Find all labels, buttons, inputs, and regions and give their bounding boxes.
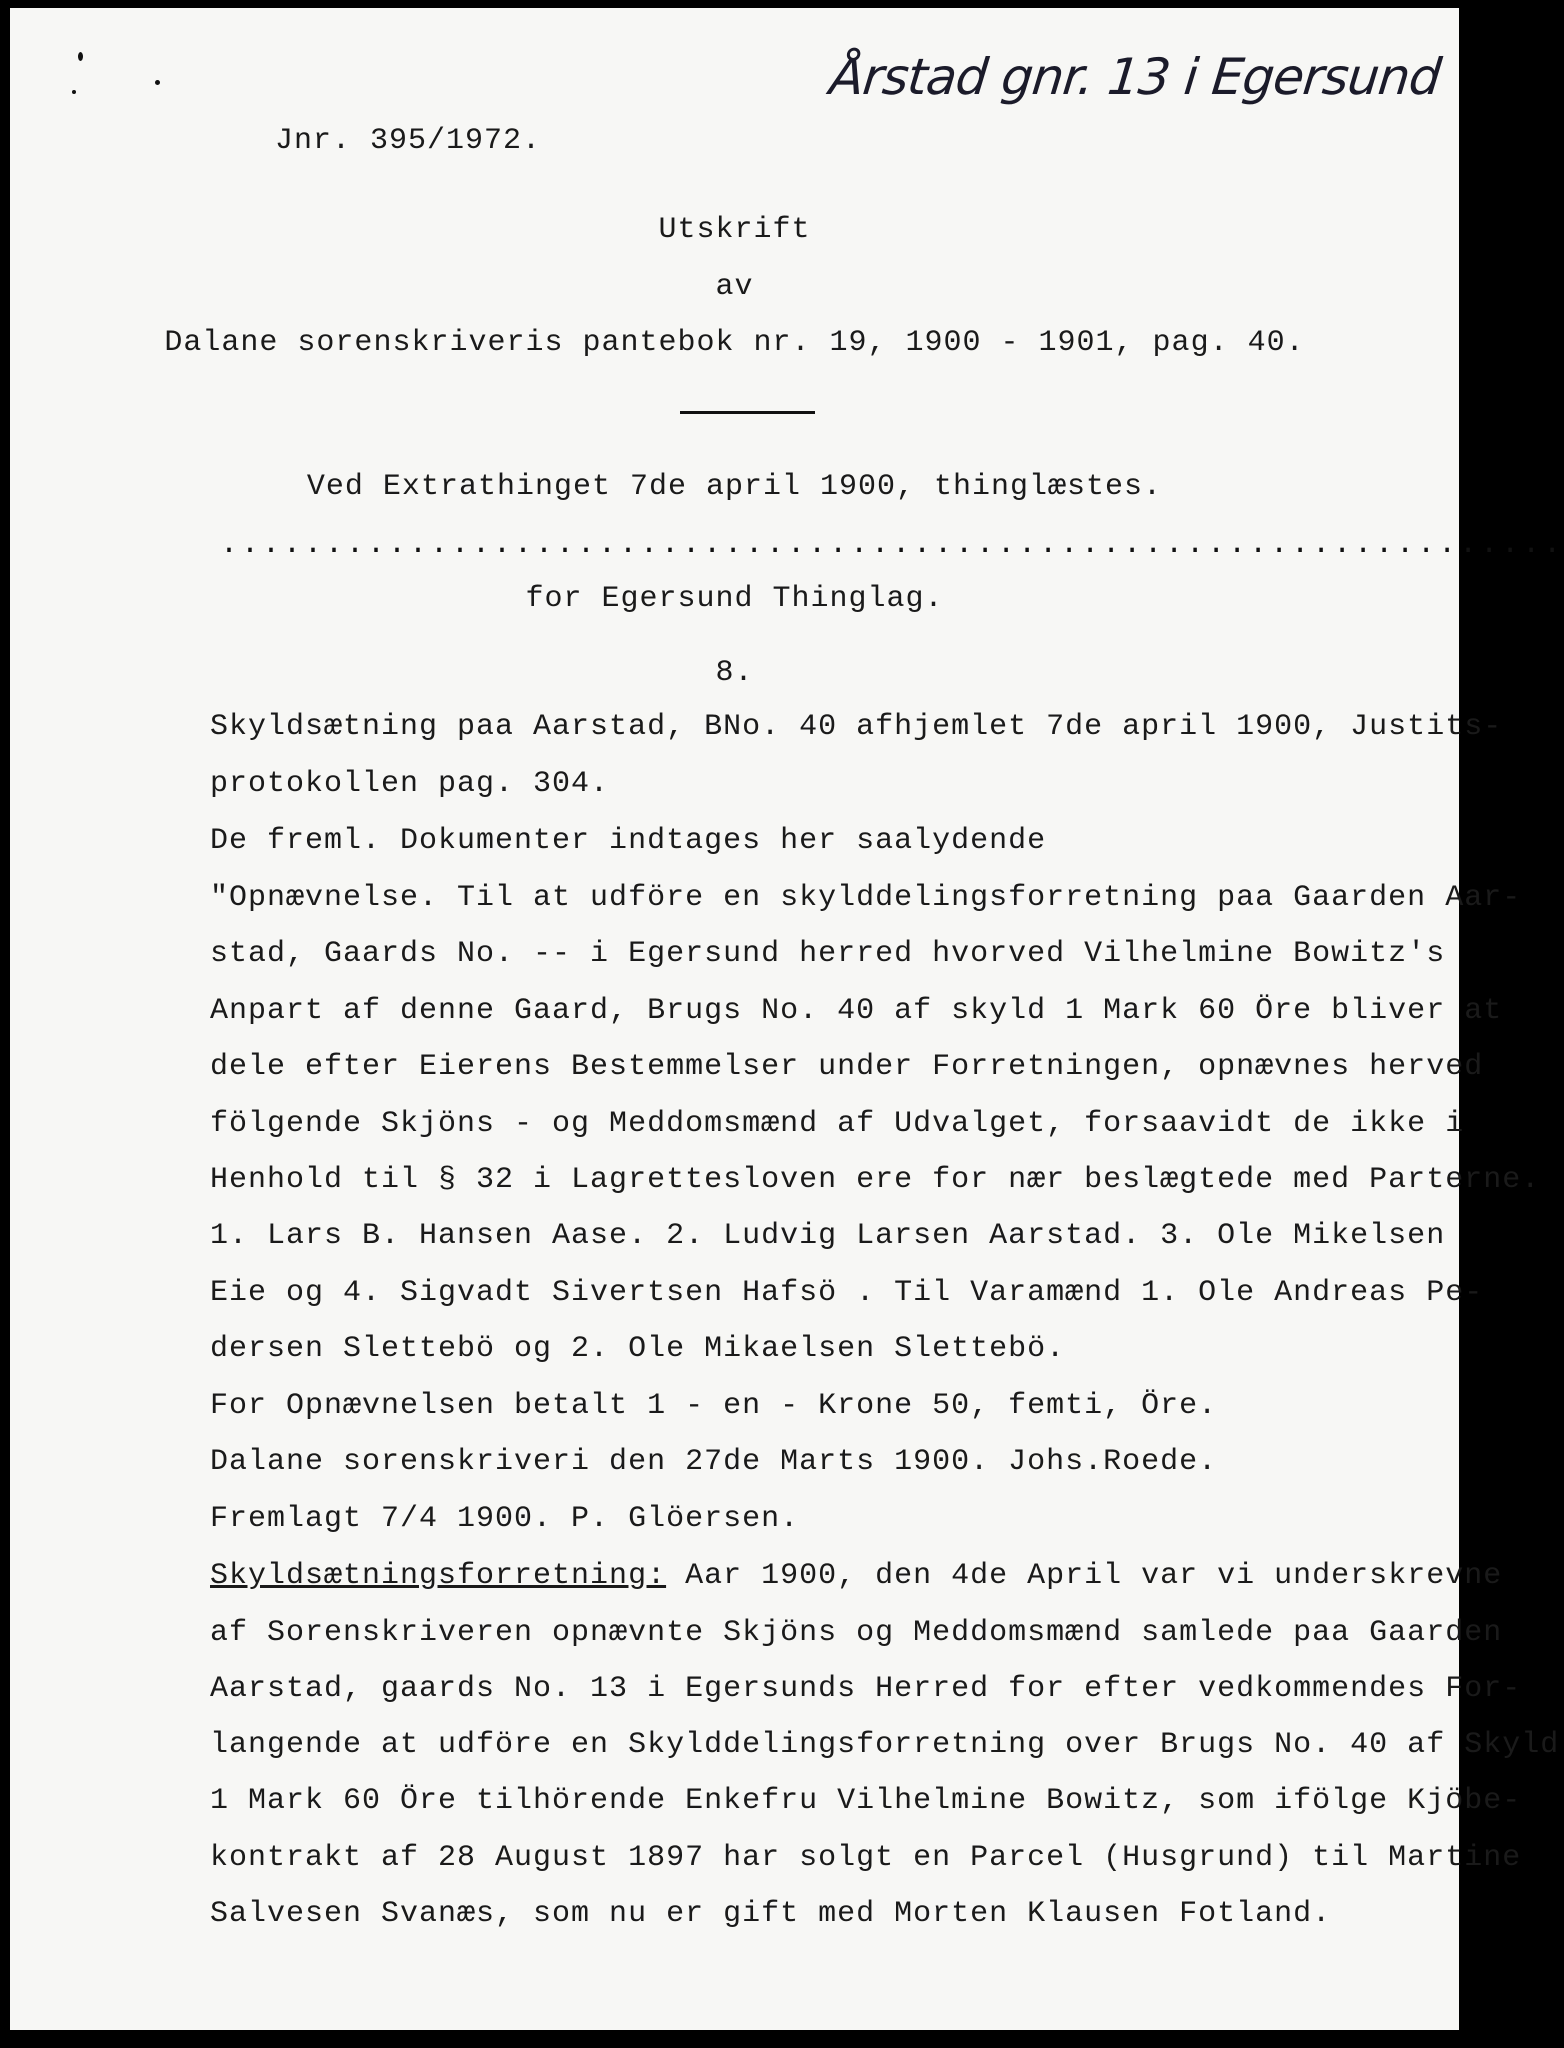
body-line: For Opnævnelsen betalt 1 - en - Krone 50, femti, Öre.: [210, 1389, 1218, 1423]
body-line: Salvesen Svanæs, som nu er gift med Morten Klausen Fotland.: [210, 1897, 1332, 1931]
body-line: De freml. Dokumenter indtages her saalydende: [210, 824, 1047, 858]
court-line: Ved Extrathinget 7de april 1900, thinglæstes.: [306, 470, 1163, 504]
document-title: Utskrift: [658, 213, 811, 247]
district-line: for Egersund Thinglag.: [525, 582, 944, 616]
body-line: stad, Gaards No. -- i Egersund herred hvorved Vilhelmine Bowitz's: [210, 937, 1446, 971]
title-divider: [680, 411, 815, 414]
title-source: Dalane sorenskriveris pantebok nr. 19, 1900 - 1901, pag. 40.: [164, 326, 1305, 360]
section-first-line-text: Aar 1900, den 4de April var vi underskrevne: [666, 1559, 1503, 1593]
body-line: kontrakt af 28 August 1897 har solgt en Parcel (Husgrund) til Martine: [210, 1841, 1522, 1875]
body-line: dele efter Eierens Bestemmelser under Forretningen, opnævnes herved: [210, 1050, 1484, 1084]
handwritten-note: Årstad gnr. 13 i Egersund: [826, 48, 1444, 106]
body-line: af Sorenskriveren opnævnte Skjöns og Meddomsmænd samlede paa Gaarden: [210, 1616, 1503, 1650]
body-line: langende at udföre en Skylddelingsforretning over Brugs No. 40 af Skyld: [210, 1728, 1560, 1762]
body-line: Henhold til § 32 i Lagrettesloven ere for nær beslægtede med Parterne.: [210, 1163, 1541, 1197]
body-line: dersen Slettebö og 2. Ole Mikaelsen Slettebö.: [210, 1332, 1066, 1366]
body-line: Anpart af denne Gaard, Brugs No. 40 af skyld 1 Mark 60 Öre bliver at: [210, 994, 1503, 1028]
punch-mark: [72, 90, 76, 94]
body-line: protokollen pag. 304.: [210, 767, 610, 801]
body-line: fölgende Skjöns - og Meddomsmænd af Udvalget, forsaavidt de ikke i: [210, 1107, 1465, 1141]
body-line: 1. Lars B. Hansen Aase. 2. Ludvig Larsen Aarstad. 3. Ole Mikelsen: [210, 1219, 1446, 1253]
section-heading: Skyldsætningsforretning:: [210, 1559, 667, 1593]
section-first-line: [210, 1559, 1502, 1593]
title-av: av: [715, 270, 754, 304]
punch-mark: [155, 80, 160, 85]
body-line: 1 Mark 60 Öre tilhörende Enkefru Vilhelmine Bowitz, som ifölge Kjöbe-: [210, 1784, 1522, 1818]
entry-number: 8.: [715, 656, 754, 690]
document-page: [10, 8, 1564, 2030]
body-line: Dalane sorenskriveri den 27de Marts 1900. Johs.Roede.: [210, 1445, 1218, 1479]
body-line: "Opnævnelse. Til at udföre en skylddelingsforretning paa Gaarden Aar-: [210, 881, 1522, 915]
body-line: Fremlagt 7/4 1900. P. Glöersen.: [210, 1502, 800, 1536]
body-line: Skyldsætning paa Aarstad, BNo. 40 afhjemlet 7de april 1900, Justits-: [210, 710, 1503, 744]
punch-mark: [78, 52, 83, 61]
body-line: Eie og 4. Sigvadt Sivertsen Hafsö . Til Varamænd 1. Ole Andreas Pe-: [210, 1276, 1484, 1310]
dot-leader: ................................................................: [220, 528, 1564, 562]
body-line: Aarstad, gaards No. 13 i Egersunds Herred for efter vedkommendes For-: [210, 1672, 1522, 1706]
journal-number: Jnr. 395/1972.: [275, 124, 542, 158]
